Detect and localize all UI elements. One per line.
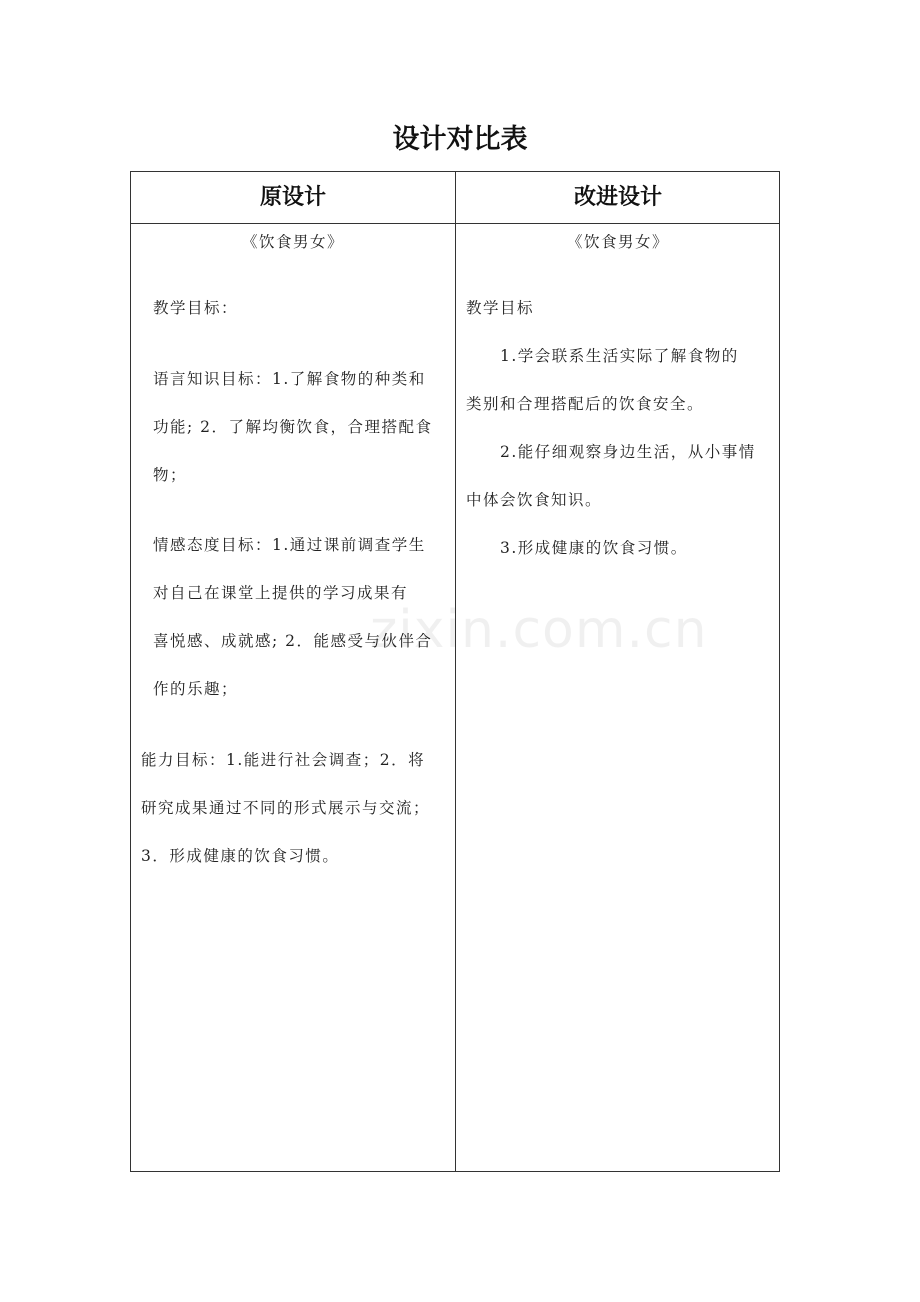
improved-line: 中体会饮食知识。	[466, 491, 603, 509]
page-title: 设计对比表	[392, 124, 528, 155]
original-line: 能力目标：1.能进行社会调查；2．将	[141, 751, 426, 769]
header-original: 原设计	[259, 185, 326, 210]
improved-subtitle: 《饮食男女》	[566, 233, 669, 251]
improved-line: 教学目标	[466, 299, 535, 317]
watermark-text: zixin.com.cn	[370, 600, 708, 660]
original-line: 功能; 2．了解均衡饮食，合理搭配食	[153, 418, 433, 436]
original-line: 情感态度目标：1.通过课前调查学生	[153, 536, 426, 554]
original-line: 教学目标：	[153, 299, 239, 317]
original-line: 物；	[153, 466, 188, 484]
comparison-table	[130, 171, 780, 1172]
improved-line: 1.学会联系生活实际了解食物的	[500, 347, 739, 365]
original-line: 作的乐趣；	[153, 680, 239, 698]
improved-line: 2.能仔细观察身边生活，从小事情	[500, 443, 756, 461]
cell-original	[131, 224, 455, 1171]
original-line: 3．形成健康的饮食习惯。	[141, 847, 340, 865]
improved-line: 类别和合理搭配后的饮食安全。	[466, 395, 705, 413]
header-improved: 改进设计	[573, 185, 662, 210]
improved-line: 3.形成健康的饮食习惯。	[500, 539, 688, 557]
original-subtitle: 《饮食男女》	[241, 233, 344, 251]
original-line: 语言知识目标：1.了解食物的种类和	[153, 370, 426, 388]
original-line: 喜悦感、成就感; 2．能感受与伙伴合	[153, 632, 433, 650]
original-line: 研究成果通过不同的形式展示与交流；	[141, 799, 431, 817]
original-line: 对自己在课堂上提供的学习成果有	[153, 584, 409, 602]
cell-improved	[456, 224, 780, 1171]
